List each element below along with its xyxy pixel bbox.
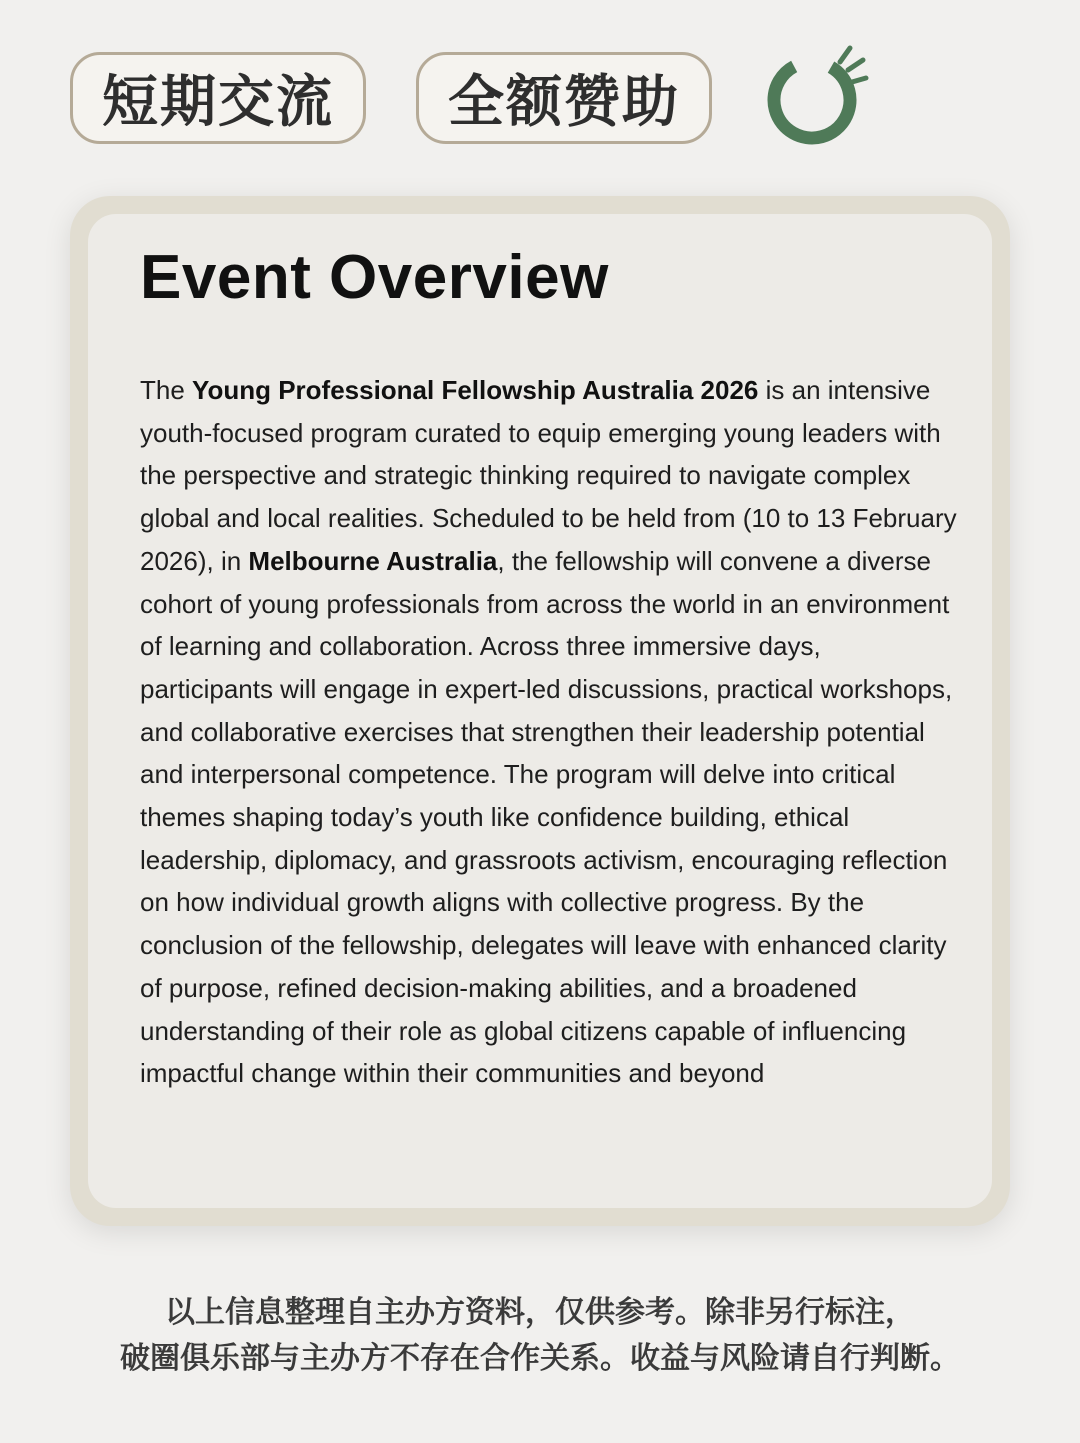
overview-card-inner (88, 214, 992, 1208)
card-body-text (140, 369, 960, 1095)
tag-full-sponsorship: 全额赞助 (416, 52, 712, 144)
disclaimer (0, 1290, 1080, 1382)
body-text-3: , the fellowship will convene a diverse cohort of young professionals from across the world in an environment of learning and collaboration. Across three immersive days, participants will engage in expert-led discussions, practical workshops, and collaborative exercises that strengthen their leadership potential and interpersonal competence. The program will delve into critical themes shaping today’s youth like confidence building, ethical leadership, diplomacy, and grassroots activism, encouraging reflection on how individual growth aligns with collective progress. By the conclusion of the fellowship, delegates will leave with enhanced clarity of purpose, refined decision-making abilities, and a broadened understanding of their role as global citizens capable of influencing impactful change within their communities and beyond (140, 545, 953, 1089)
body-text-2: is an intensive youth-focused program curated to equip emerging young leaders with the perspective and strategic thinking required to navigate complex global and local realities. Scheduled to be held from (10 to 13 February 2026), in (140, 375, 957, 576)
overview-card (70, 196, 1010, 1226)
ring-logo-icon (760, 40, 870, 150)
body-text-1: The (140, 375, 193, 405)
disclaimer-line-1: 以上信息整理自主办方资料，仅供参考。除非另行标注， (165, 1295, 915, 1330)
disclaimer-line-2: 破圈俱乐部与主办方不存在合作关系。收益与风险请自行判断。 (120, 1341, 960, 1376)
body-bold-location: Melbourne Australia (248, 545, 498, 576)
tag-short-exchange: 短期交流 (70, 52, 366, 144)
card-title: Event Overview (140, 243, 609, 312)
body-bold-program-name: Young Professional Fellowship Australia 2026 (192, 375, 759, 405)
